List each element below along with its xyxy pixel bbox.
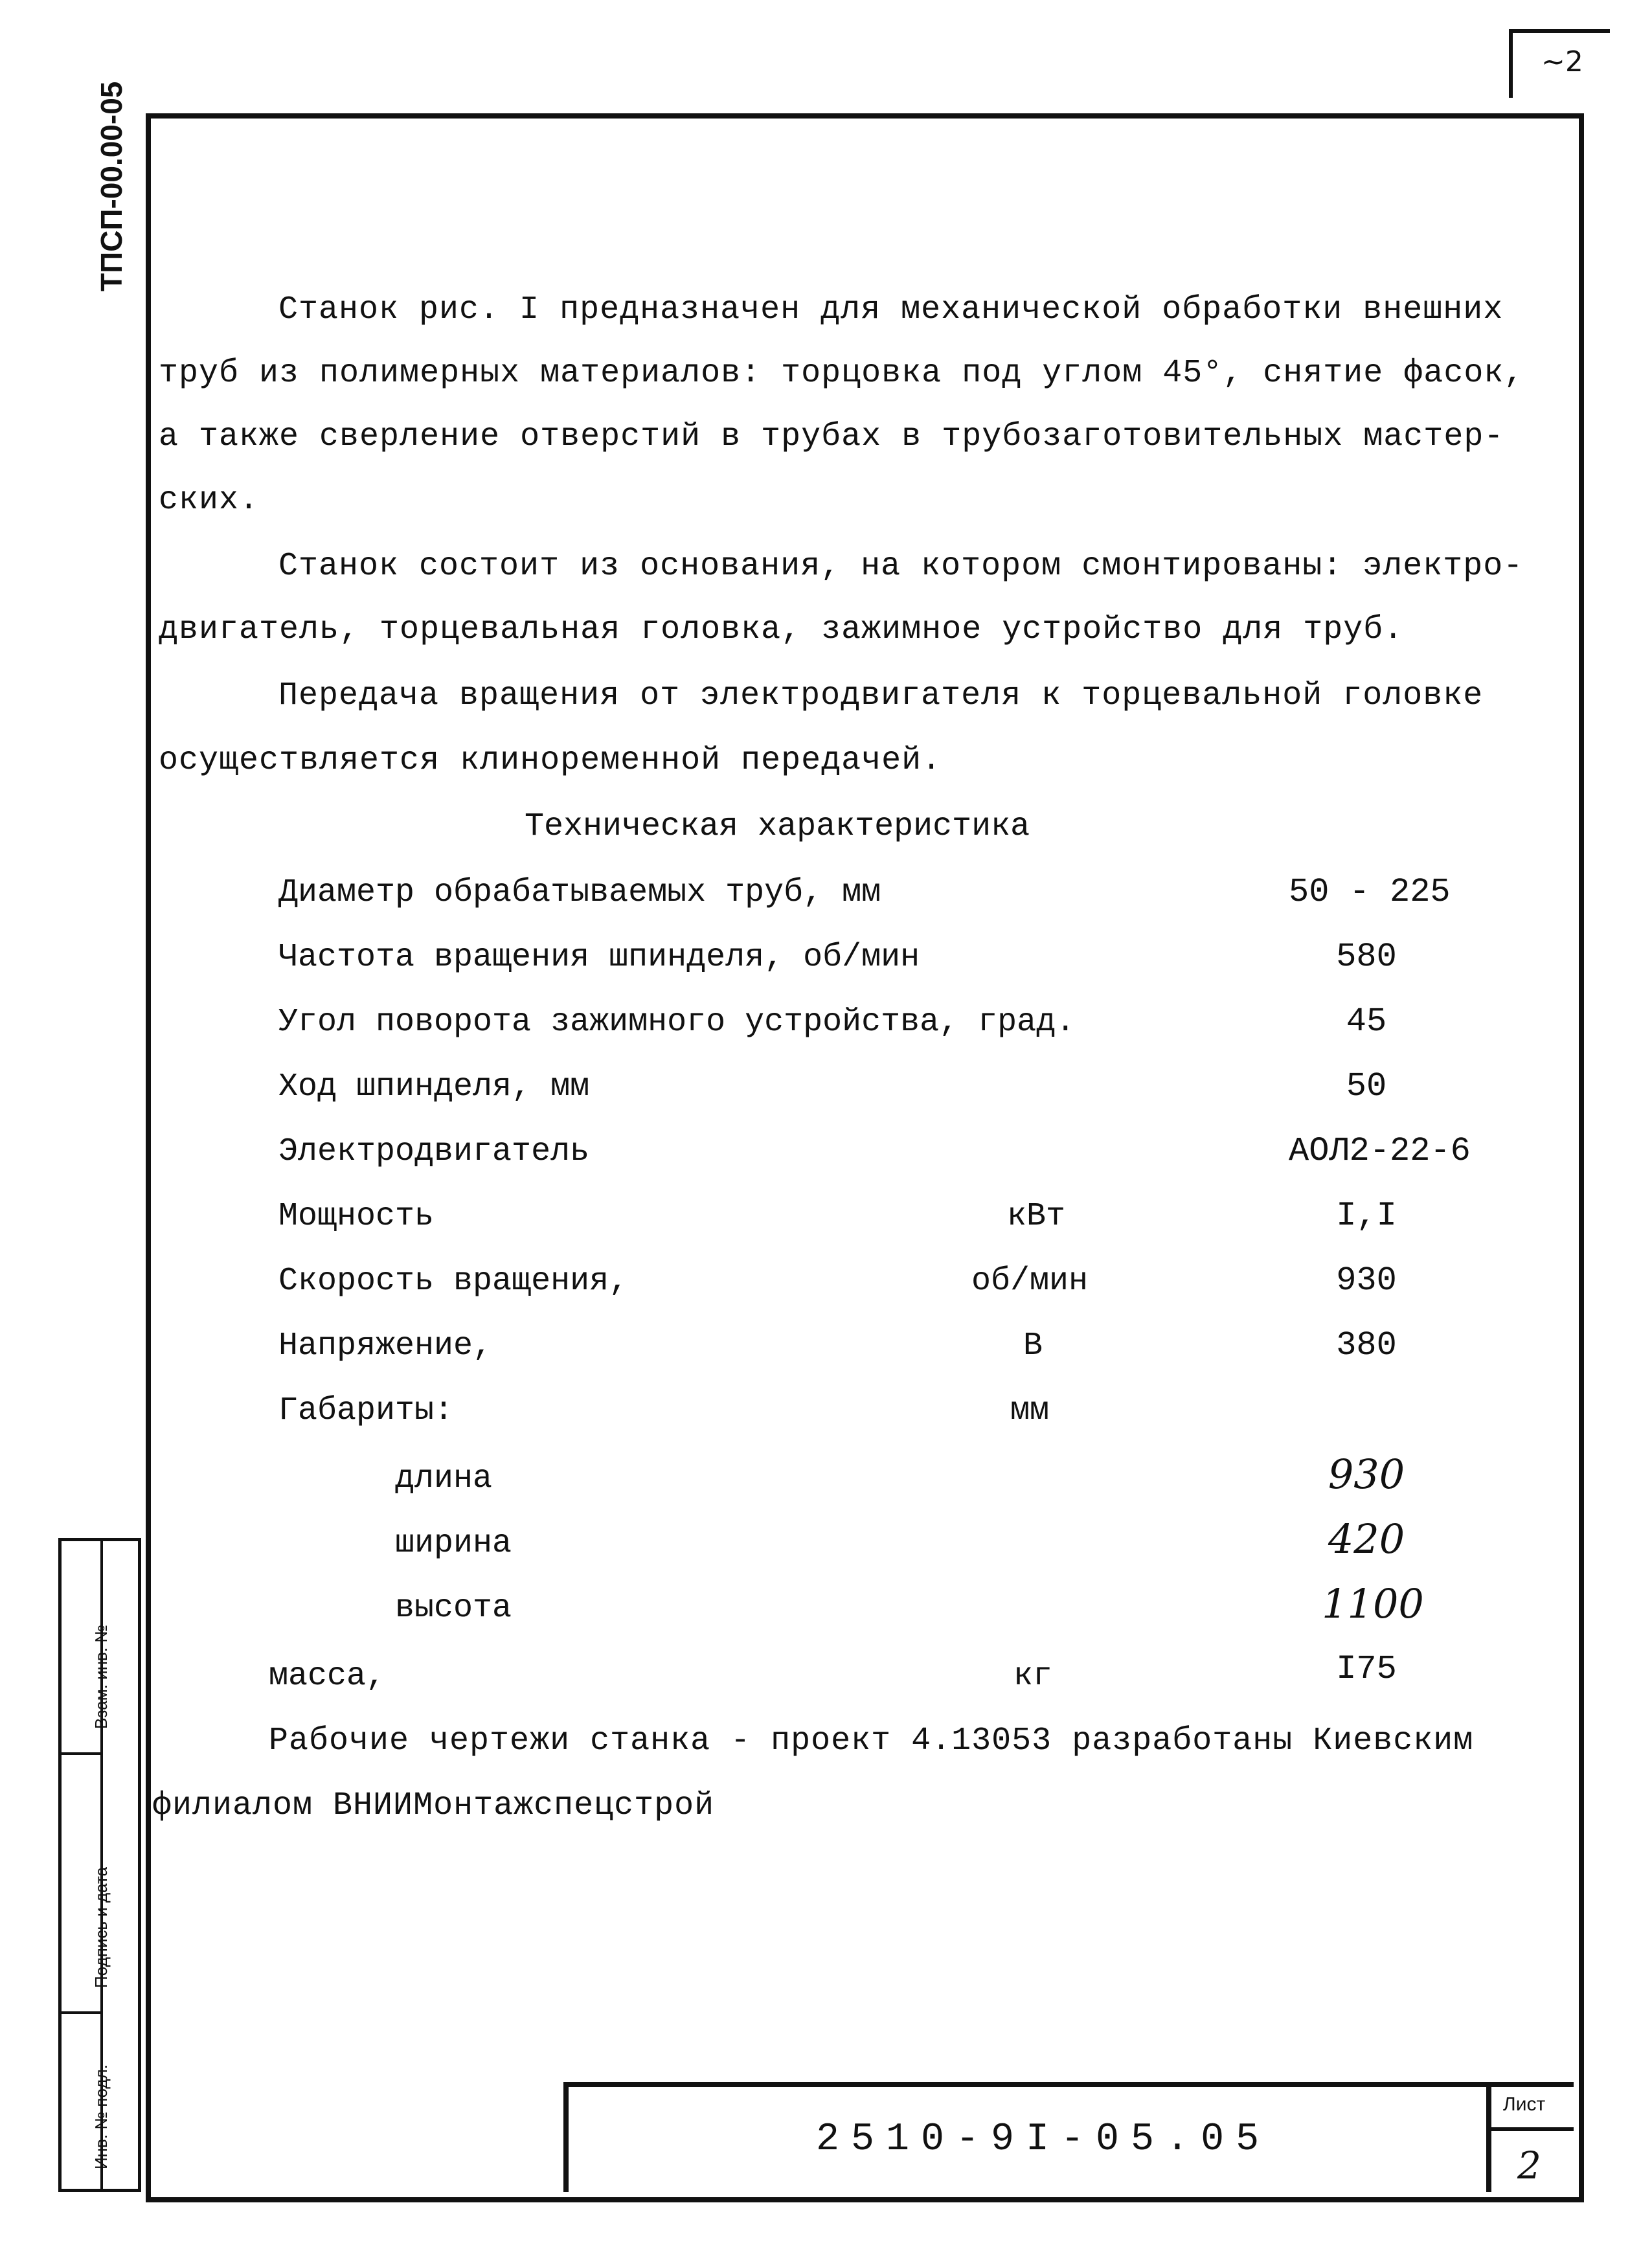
- spec-label: высота: [395, 1590, 512, 1627]
- closing-line: филиалом ВНИИМонтажспецстрой: [152, 1787, 715, 1824]
- spec-value: 50 - 225: [1289, 873, 1451, 911]
- spec-value-handwritten: 420: [1328, 1515, 1405, 1563]
- spec-label: Ход шпинделя, мм: [278, 1068, 590, 1105]
- spec-value-handwritten: 930: [1328, 1451, 1405, 1498]
- stamp-label-sign-date: Подпись и дата: [91, 1866, 111, 1988]
- side-code: ТПСП-00.00-05: [95, 81, 128, 291]
- spec-label: Скорость вращения,: [278, 1263, 629, 1300]
- paragraph-line: труб из полимерных материалов: торцовка под углом 45°, снятие фасок,: [159, 355, 1524, 392]
- side-stamp: [58, 1538, 141, 2192]
- spec-label: масса,: [269, 1658, 386, 1695]
- spec-value: I75: [1336, 1650, 1397, 1688]
- spec-label: Частота вращения шпинделя, об/мин: [278, 939, 920, 976]
- document-number: 2510-9I-05.05: [816, 2118, 1271, 2162]
- spec-value: 930: [1336, 1261, 1397, 1300]
- spec-label: Электродвигатель: [278, 1133, 590, 1170]
- sheet-number: 2: [1517, 2143, 1541, 2187]
- spec-value: 50: [1346, 1067, 1387, 1105]
- spec-label: ширина: [395, 1525, 512, 1562]
- spec-label: длина: [395, 1460, 493, 1497]
- paragraph-line: Станок рис. I предназначен для механической обработки внешних: [278, 291, 1504, 328]
- spec-unit: об/мин: [971, 1263, 1089, 1300]
- stamp-cell-sign-date: [62, 1755, 111, 2014]
- paragraph-line: двигатель, торцевальная головка, зажимное устройство для труб.: [159, 611, 1404, 648]
- sheet-divider: [1491, 2127, 1574, 2131]
- paragraph-line: Передача вращения от электродвигателя к торцевальной головке: [278, 677, 1484, 714]
- spec-unit: мм: [1010, 1392, 1050, 1429]
- spec-unit: В: [1023, 1328, 1043, 1364]
- spec-label: Напряжение,: [278, 1328, 493, 1364]
- spec-heading: Техническая характеристика: [525, 808, 1030, 845]
- sheet-label: Лист: [1503, 2094, 1546, 2115]
- paragraph-line: осуществляется клиноременной передачей.: [159, 742, 942, 779]
- spec-unit: кг: [1013, 1658, 1053, 1695]
- stamp-label-inv-orig: Инв. № подл.: [91, 2064, 111, 2169]
- stamp-label-inv-replace: Взам. инв. №: [91, 1624, 111, 1729]
- spec-label: Угол поворота зажимного устройства, град.: [278, 1004, 1076, 1041]
- spec-value: 380: [1336, 1326, 1397, 1364]
- paragraph-line: а также сверление отверстий в трубах в трубозаготовительных мастер-: [159, 418, 1504, 455]
- stamp-cell-inv-orig: [62, 2014, 111, 2189]
- spec-label: Габариты:: [278, 1392, 454, 1429]
- spec-value: 45: [1346, 1002, 1387, 1041]
- sheet-box: [1486, 2082, 1574, 2192]
- spec-value: 580: [1336, 938, 1397, 976]
- spec-label: Диаметр обрабатываемых труб, мм: [278, 874, 881, 911]
- corner-mark: ~2: [1541, 45, 1583, 78]
- stamp-cell-inv-replace: [62, 1541, 111, 1755]
- paragraph-line: ских.: [159, 482, 260, 519]
- paragraph-line: Станок состоит из основания, на котором смонтированы: электро-: [278, 548, 1524, 585]
- spec-value: I,I: [1336, 1197, 1397, 1235]
- spec-value: АОЛ2-22-6: [1289, 1132, 1471, 1170]
- spec-value-handwritten: 1100: [1322, 1580, 1424, 1627]
- spec-unit: кВт: [1007, 1198, 1066, 1235]
- spec-label: Мощность: [278, 1198, 435, 1235]
- closing-line: Рабочие чертежи станка - проект 4.13053 разработаны Киевским: [269, 1723, 1474, 1759]
